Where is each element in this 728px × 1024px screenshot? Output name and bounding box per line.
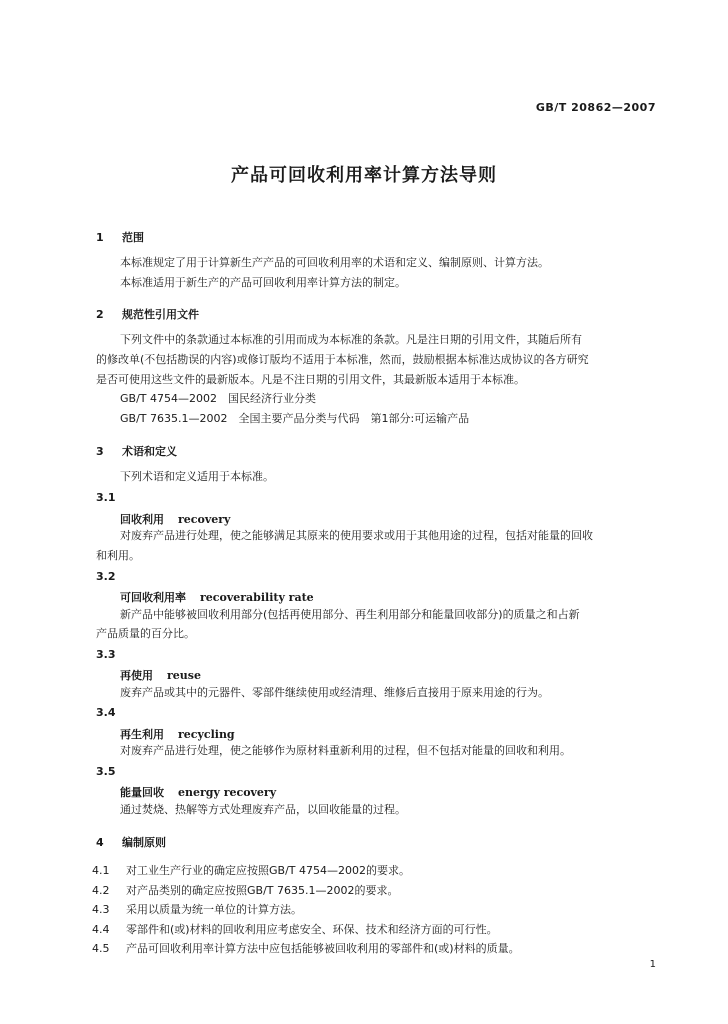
- reference-item: GB/T 7635.1—2002 全国主要产品分类与代码 第1部分:可运输产品: [120, 412, 470, 425]
- principle-number: 4.2: [92, 884, 110, 897]
- term-heading: [120, 784, 276, 800]
- section-number: 1: [96, 231, 104, 244]
- definition-line: 对废弃产品进行处理，使之能够满足其原来的使用要求或用于其他用途的过程，包括对能量的回收: [120, 529, 593, 542]
- term-number: 3.2: [96, 570, 116, 583]
- reference-item: GB/T 4754—2002 国民经济行业分类: [120, 392, 316, 405]
- section-number: 3: [96, 445, 104, 458]
- section-number: 4: [96, 836, 104, 849]
- term-heading: [120, 511, 230, 527]
- definition-line: 新产品中能够被回收利用部分(包括再使用部分、再生利用部分和能量回收部分)的质量之和占新: [120, 608, 580, 621]
- term-chinese: 可回收利用率: [120, 591, 186, 604]
- principle-text: 采用以质量为统一单位的计算方法。: [126, 903, 302, 916]
- principle-item: [92, 901, 302, 917]
- principle-number: 4.3: [92, 903, 110, 916]
- term-number: 3.4: [96, 706, 116, 719]
- principle-number: 4.5: [92, 942, 110, 955]
- term-english: recovery: [178, 513, 231, 526]
- term-english: energy recovery: [178, 786, 277, 799]
- term-chinese: 再使用: [120, 669, 153, 682]
- document-title: 产品可回收利用率计算方法导则: [231, 165, 497, 186]
- paragraph-line: 下列文件中的条款通过本标准的引用而成为本标准的条款。凡是注日期的引用文件，其随后所有: [120, 333, 582, 346]
- paragraph-line: 的修改单(不包括勘误的内容)或修订版均不适用于本标准，然而，鼓励根据本标准达成协议的各方研究: [96, 353, 589, 366]
- principle-item: [92, 940, 520, 956]
- term-chinese: 回收利用: [120, 513, 164, 526]
- term-number: 3.5: [96, 765, 116, 778]
- principle-item: [92, 921, 498, 937]
- section-title: 范围: [122, 231, 144, 244]
- paragraph-line: 本标准规定了用于计算新生产产品的可回收利用率的术语和定义、编制原则、计算方法。: [120, 256, 549, 269]
- term-number: 3.1: [96, 491, 116, 504]
- principle-text: 对工业生产行业的确定应按照GB/T 4754—2002的要求。: [126, 864, 410, 877]
- term-number: 3.3: [96, 648, 116, 661]
- section-title: 术语和定义: [122, 445, 177, 458]
- term-heading: [120, 726, 235, 742]
- principle-number: 4.1: [92, 864, 110, 877]
- term-chinese: 再生利用: [120, 728, 164, 741]
- paragraph-line: 本标准适用于新生产的产品可回收利用率计算方法的制定。: [120, 276, 406, 289]
- section-3-heading: [96, 443, 177, 459]
- paragraph-line: 是否可使用这些文件的最新版本。凡是不注日期的引用文件，其最新版本适用于本标准。: [96, 373, 525, 386]
- definition-line: 通过焚烧、热解等方式处理废弃产品，以回收能量的过程。: [120, 803, 406, 816]
- section-title: 编制原则: [122, 836, 166, 849]
- principle-number: 4.4: [92, 923, 110, 936]
- term-english: recoverability rate: [200, 591, 314, 604]
- term-chinese: 能量回收: [120, 786, 164, 799]
- term-heading: [120, 667, 201, 683]
- section-title: 规范性引用文件: [122, 308, 199, 321]
- definition-line: 产品质量的百分比。: [96, 627, 195, 640]
- definition-line: 对废弃产品进行处理，使之能够作为原材料重新利用的过程，但不包括对能量的回收和利用。: [120, 744, 571, 757]
- standard-code: GB/T 20862—2007: [535, 101, 656, 114]
- definition-line: 和利用。: [96, 549, 140, 562]
- section-2-heading: [96, 306, 199, 322]
- section-number: 2: [96, 308, 104, 321]
- section-4-heading: [96, 834, 166, 850]
- term-heading: [120, 589, 314, 605]
- section-1-heading: [96, 229, 144, 245]
- page-number: 1: [649, 959, 656, 970]
- principle-item: [92, 882, 398, 898]
- principle-text: 产品可回收利用率计算方法中应包括能够被回收利用的零部件和(或)材料的质量。: [126, 942, 520, 955]
- principle-text: 零部件和(或)材料的回收利用应考虑安全、环保、技术和经济方面的可行性。: [126, 923, 498, 936]
- principle-item: [92, 862, 410, 878]
- term-english: recycling: [178, 728, 235, 741]
- term-english: reuse: [167, 669, 201, 682]
- definition-line: 废弃产品或其中的元器件、零部件继续使用或经清理、维修后直接用于原来用途的行为。: [120, 686, 549, 699]
- paragraph-line: 下列术语和定义适用于本标准。: [120, 470, 274, 483]
- principle-text: 对产品类别的确定应按照GB/T 7635.1—2002的要求。: [126, 884, 399, 897]
